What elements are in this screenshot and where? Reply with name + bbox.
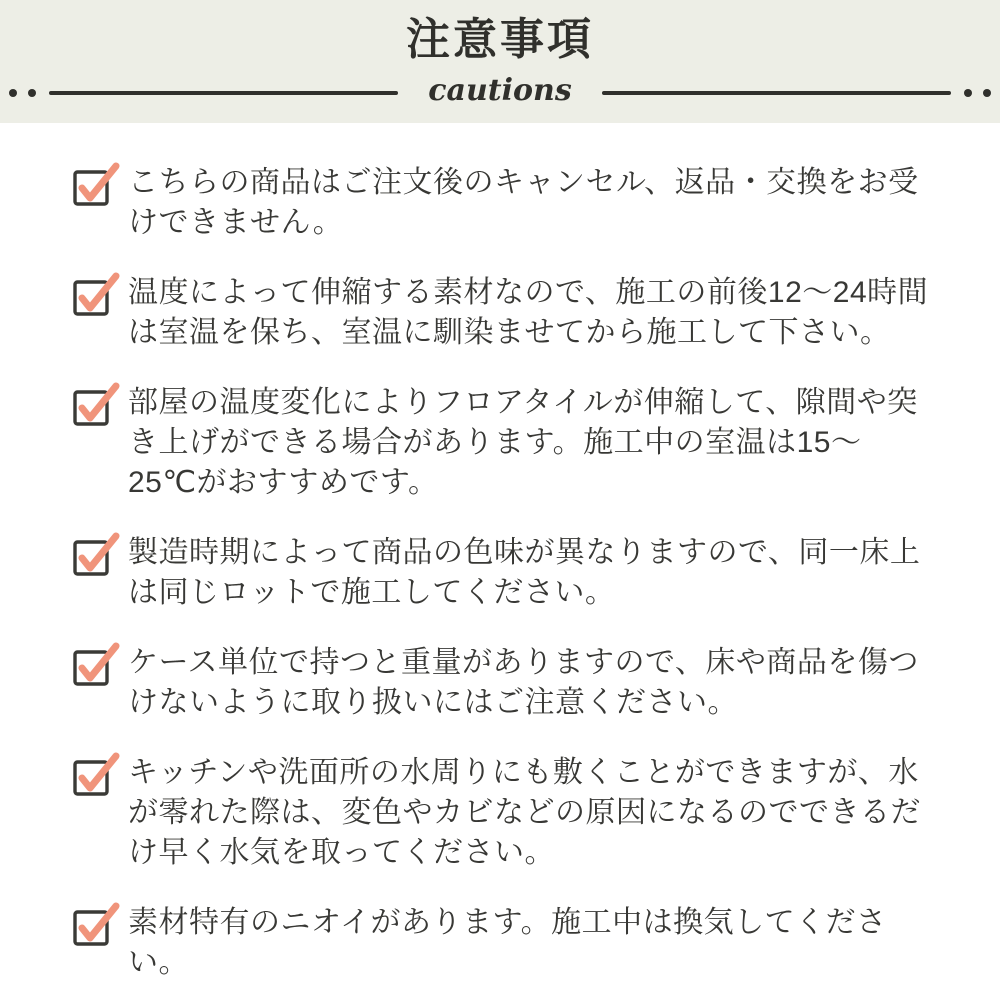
checked-checkbox-icon (72, 270, 120, 316)
page-title: 注意事項 (406, 15, 594, 64)
checked-checkbox-icon (72, 900, 120, 946)
caution-text: ケース単位で持つと重量がありますので、床や商品を傷つけないように取り扱いにはご注意ください。 (128, 646, 919, 719)
caution-text: こちらの商品はご注文後のキャンセル、返品・交換をお受けできません。 (128, 166, 919, 239)
caution-text: 素材特有のニオイがあります。施工中は換気してください。 (128, 906, 887, 979)
divider-dot (28, 89, 36, 97)
divider (0, 73, 1000, 113)
divider-dot (964, 89, 972, 97)
caution-item (72, 753, 930, 873)
caution-item (72, 533, 930, 613)
checked-checkbox-icon (72, 530, 120, 576)
caution-item (72, 903, 930, 983)
cautions-list (0, 123, 1000, 983)
caution-text: 製造時期によって商品の色味が異なりますので、同一床上は同じロットで施工してください。 (128, 536, 921, 609)
caution-text: キッチンや洗面所の水周りにも敷くことができますが、水が零れた際は、変色やカビなどの原因になるのでできるだけ早く水気を取ってください。 (128, 756, 921, 869)
caution-text: 温度によって伸縮する素材なので、施工の前後12〜24時間は室温を保ち、室温に馴染ませてから施工して下さい。 (128, 276, 929, 349)
caution-item (72, 163, 930, 243)
divider-line (49, 91, 398, 95)
checked-checkbox-icon (72, 380, 120, 426)
caution-item (72, 273, 930, 353)
caution-text: 部屋の温度変化によりフロアタイルが伸縮して、隙間や突き上げができる場合があります。施工中の室温は15〜25℃がおすすめです。 (128, 386, 918, 499)
divider-label: cautions (428, 73, 572, 109)
divider-dot (983, 89, 991, 97)
header (0, 0, 1000, 123)
caution-item (72, 383, 930, 503)
caution-item (72, 643, 930, 723)
checked-checkbox-icon (72, 750, 120, 796)
checked-checkbox-icon (72, 640, 120, 686)
divider-line (602, 91, 951, 95)
checked-checkbox-icon (72, 160, 120, 206)
divider-dot (9, 89, 17, 97)
